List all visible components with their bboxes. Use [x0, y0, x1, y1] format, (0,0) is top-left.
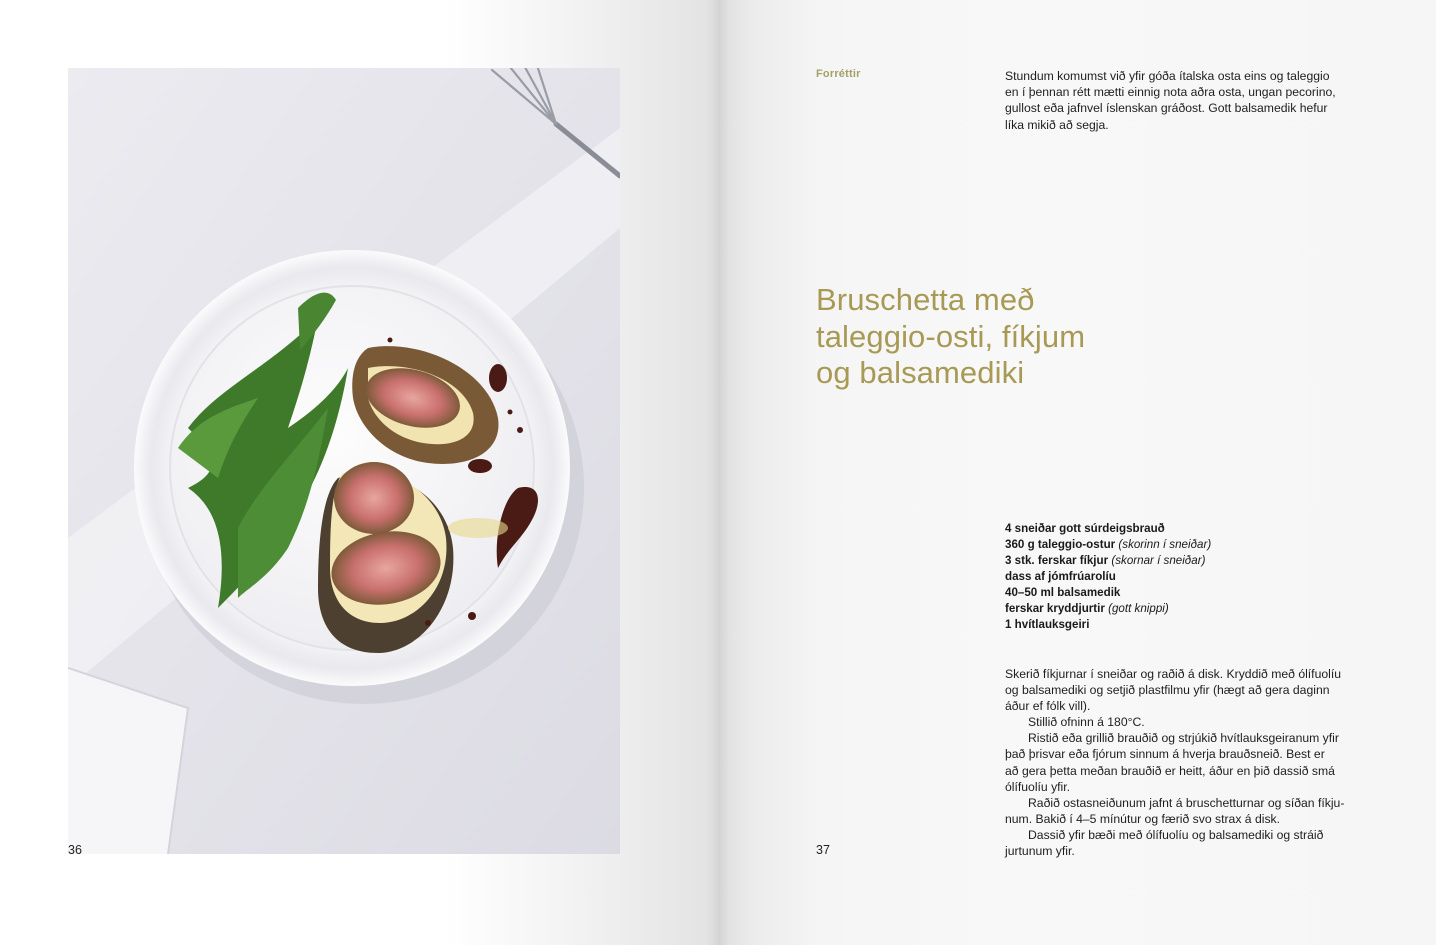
gutter-shadow: [706, 0, 730, 945]
intro-line: gullost eða jafnvel íslenskan gráðost. Gott balsamedik hefur: [1005, 101, 1328, 116]
ingredient-item: [1005, 617, 1335, 633]
page-number-left: 36: [68, 843, 82, 857]
page-number-right: 37: [816, 843, 830, 857]
ingredient-amount: 360 g taleggio-ostur: [1005, 538, 1116, 551]
ingredient-amount: 40–50 ml balsamedik: [1005, 586, 1121, 599]
ingredient-item: [1005, 585, 1335, 601]
method-line: Ristið eða grillið brauðið og strjúkið hvítlauksgeiranum yfir: [1028, 731, 1339, 746]
ingredient-amount: dass af jómfrúarolíu: [1005, 570, 1116, 583]
ingredient-note: (skornar í sneiðar): [1111, 554, 1206, 567]
title-line: taleggio-osti, fíkjum: [816, 318, 1086, 354]
method-line: það þrisvar eða fjórum sinnum á hverja brauðsneið. Best er: [1005, 747, 1325, 762]
method-line: Stillið ofninn á 180°C.: [1028, 715, 1145, 730]
plated-bruschetta-photo: [68, 68, 620, 854]
intro-line: Stundum komumst við yfir góða ítalska osta eins og taleggio: [1005, 69, 1330, 83]
ingredient-item: [1005, 601, 1335, 617]
ingredient-item: [1005, 553, 1335, 569]
method-paragraphs: [1005, 666, 1377, 859]
method-line: Raðið ostasneiðunum jafnt á bruschetturnar og síðan fíkju-: [1028, 795, 1345, 810]
method-line: num. Bakið í 4–5 mínútur og færið svo strax á disk.: [1005, 811, 1281, 826]
recipe-title: [816, 282, 1156, 392]
ingredient-note: (skorinn í sneiðar): [1118, 538, 1212, 551]
photo-illustration: [68, 68, 620, 854]
section-label: Forréttir: [816, 68, 861, 80]
method-line: Skerið fíkjurnar í sneiðar og raðið á disk. Kryddið með ólífuolíu: [1005, 667, 1342, 681]
ingredient-amount: 3 stk. ferskar fíkjur: [1005, 554, 1109, 567]
ingredient-note: (gott knippi): [1108, 602, 1169, 615]
ingredient-item: [1005, 569, 1335, 585]
method-line: jurtunum yfir.: [1005, 844, 1075, 859]
title-line: Bruschetta með: [816, 282, 1035, 317]
intro-paragraph: [1005, 68, 1375, 133]
ingredient-item: [1005, 537, 1335, 553]
ingredient-amount: 1 hvítlauksgeiri: [1005, 618, 1090, 631]
method-line: áður ef fólk vill).: [1005, 699, 1091, 714]
method-line: ólífuolíu yfir.: [1005, 779, 1071, 794]
method-line: og balsamediki og setjið plastfilmu yfir (hægt að gera daginn: [1005, 683, 1330, 698]
ingredient-amount: 4 sneiðar gott súrdeigsbrauð: [1005, 522, 1165, 535]
method-line: Dassið yfir bæði með ólífuolíu og balsamediki og stráið: [1028, 827, 1324, 842]
ingredient-item: [1005, 521, 1335, 537]
intro-line: líka mikið að segja.: [1005, 117, 1109, 132]
method-line: að gera þetta meðan brauðið er heitt, áður en þið dassið smá: [1005, 763, 1335, 778]
intro-line: en í þennan rétt mætti einnig nota aðra osta, ungan pecorino,: [1005, 85, 1336, 100]
ingredient-list: [1005, 521, 1335, 633]
title-line: og balsamediki: [816, 355, 1025, 390]
ingredient-amount: ferskar kryddjurtir: [1005, 602, 1105, 615]
